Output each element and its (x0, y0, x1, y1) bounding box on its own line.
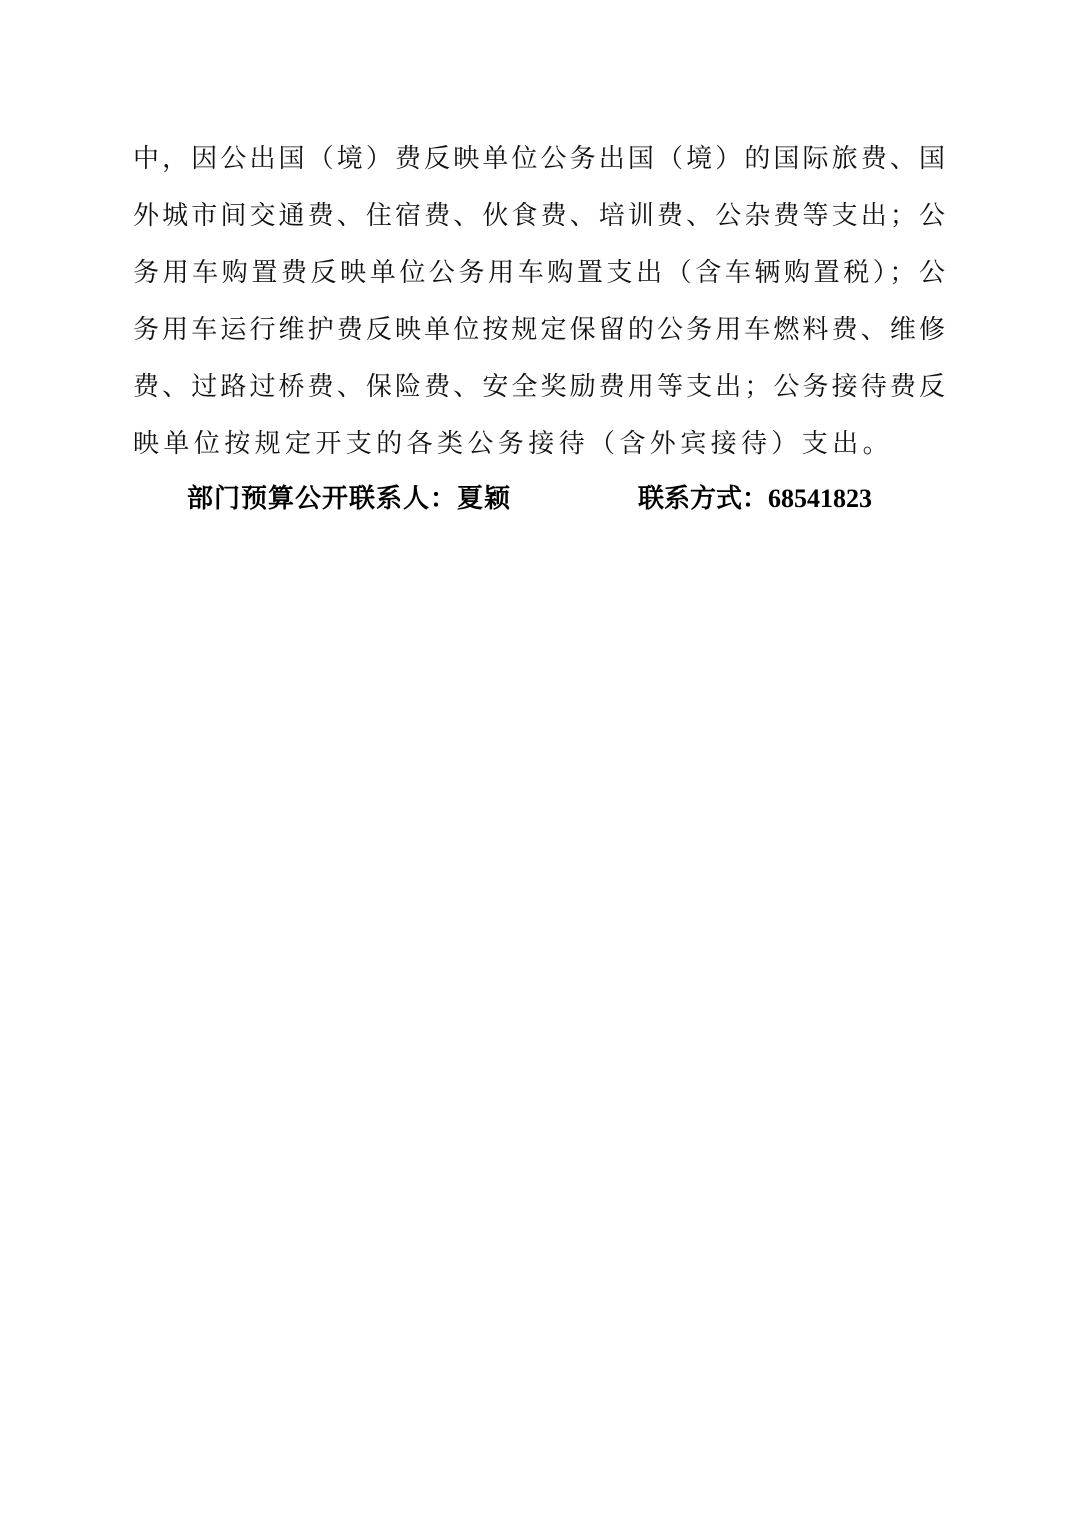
paragraph-line-3: 务用车购置费反映单位公务用车购置支出（含车辆购置税）；公 (133, 258, 945, 288)
paragraph-line-6: 映单位按规定开支的各类公务接待（含外宾接待）支出。 (133, 429, 894, 459)
contact-method (638, 478, 872, 515)
paragraph-line-2: 外城市间交通费、住宿费、伙食费、培训费、公杂费等支出；公 (133, 201, 945, 231)
contact-phone: 68541823 (768, 484, 873, 513)
paragraph-line-1: 中，因公出国（境）费反映单位公务出国（境）的国际旅费、国 (133, 144, 945, 174)
contact-method-label: 联系方式： (638, 484, 769, 514)
paragraph-line-5: 费、过路过桥费、保险费、安全奖励费用等支出；公务接待费反 (133, 372, 945, 402)
paragraph-line-4: 务用车运行维护费反映单位按规定保留的公务用车燃料费、维修 (133, 315, 945, 345)
contact-line (187, 478, 907, 518)
contact-person: 部门预算公开联系人：夏颖 (187, 484, 512, 514)
body-paragraph (133, 135, 945, 477)
